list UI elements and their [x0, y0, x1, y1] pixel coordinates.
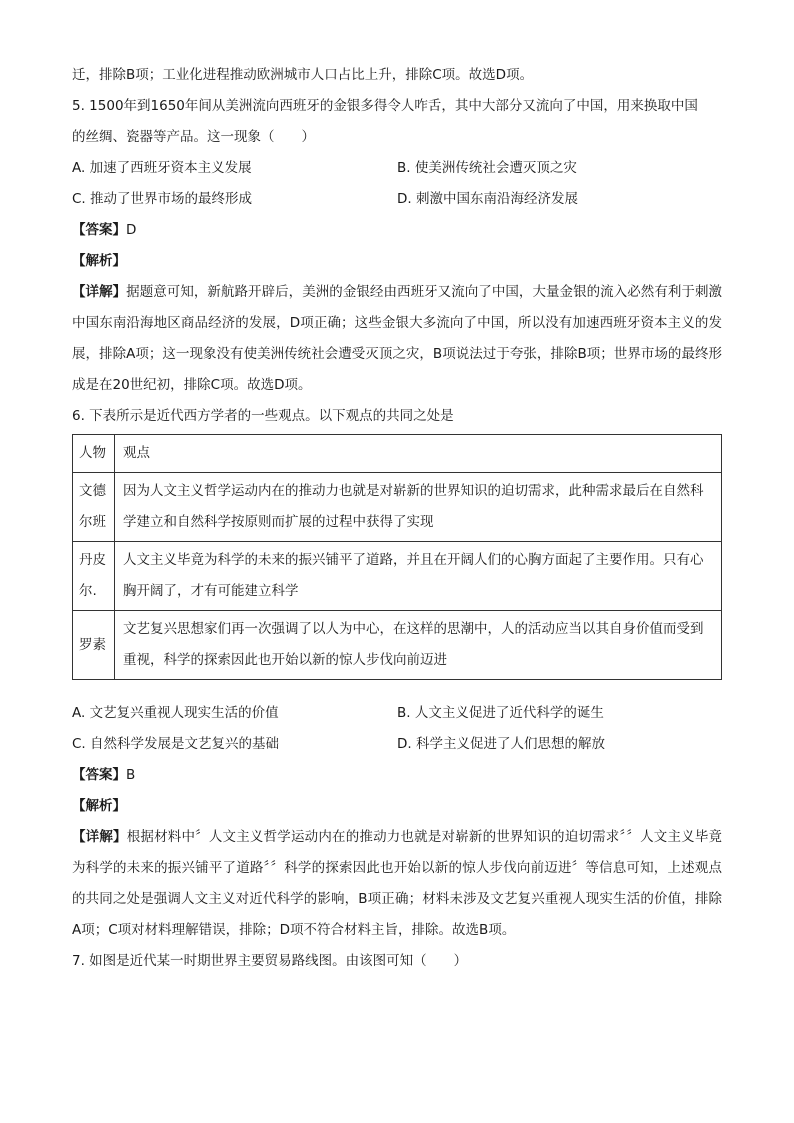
q5-stem-line1: 5. 1500年到1650年间从美洲流向西班牙的金银多得令人咋舌，其中大部分又流向了中国，用来换取中国: [72, 98, 698, 114]
table-cell-view: 文艺复兴思想家们再一次强调了以人为中心，在这样的思潮中，人的活动应当以其自身价值而受到重视，科学的探索因此也开始以新的惊人步伐向前迈进: [115, 611, 722, 680]
document-content: [72, 60, 722, 977]
q7-stem: 7. 如图是近代某一时期世界主要贸易路线图。由该图可知（ ）: [72, 953, 468, 969]
q5-detail-tag: 【详解】: [72, 284, 127, 300]
table-cell-view: 因为人文主义哲学运动内在的推动力也就是对崭新的世界知识的迫切需求，此种需求最后在自然科学建立和自然科学按原则而扩展的过程中获得了实现: [115, 473, 722, 542]
table-row: [73, 542, 722, 611]
question-6: [72, 401, 722, 946]
q6-option-d: D. 科学主义促进了人们思想的解放: [397, 736, 605, 752]
question-5: [72, 91, 722, 401]
q6-answer-value: B: [126, 767, 136, 783]
q6-detail-text: 根据材料中〞人文主义哲学运动内在的推动力也就是对崭新的世界知识的迫切需求〞〞人文主义毕竟为科学的未来的振兴铺平了道路〞〞科学的探索因此也开始以新的惊人步伐向前迈进〞等信息可知，上述观点的共同之处是强调人文主义对近代科学的影响，B项正确；材料未涉及文艺复兴重视人现实生活的价值，排除A项；C项对材料理解错误，排除；D项不符合材料主旨，排除。故选B项。: [72, 829, 723, 938]
q6-options-row1: [72, 698, 722, 729]
q6-detail-tag: 【详解】: [72, 829, 127, 845]
q6-option-c: C. 自然科学发展是文艺复兴的基础: [72, 736, 280, 752]
table-cell-person: 丹皮尔.: [73, 542, 115, 611]
q5-analysis-tag: 【解析】: [72, 253, 126, 269]
table-cell-person: 文德尔班: [73, 473, 115, 542]
q5-answer-value: D: [126, 222, 137, 238]
q6-answer-tag: 【答案】: [72, 767, 126, 783]
q5-option-c: C. 推动了世界市场的最终形成: [72, 191, 253, 207]
q6-analysis-tag: 【解析】: [72, 798, 126, 814]
q6-detail: [72, 822, 722, 946]
q5-stem-line2: 的丝绸、瓷器等产品。这一现象（ ）: [72, 129, 315, 145]
q6-option-b: B. 人文主义促进了近代科学的诞生: [397, 705, 604, 721]
table-header-row: [73, 435, 722, 473]
q6-answer: [72, 760, 722, 791]
table-cell-person: 罗素: [73, 611, 115, 680]
question-7: [72, 946, 722, 977]
q5-option-d: D. 刺激中国东南沿海经济发展: [397, 191, 578, 207]
q6-stem: 6. 下表所示是近代西方学者的一些观点。以下观点的共同之处是: [72, 408, 454, 424]
q6-views-table: [72, 434, 722, 680]
spacer: [72, 680, 722, 698]
q5-answer-tag: 【答案】: [72, 222, 126, 238]
q5-analysis-heading: [72, 246, 722, 277]
q5-option-b: B. 使美洲传统社会遭灭顶之灾: [397, 160, 577, 176]
table-cell-view: 人文主义毕竟为科学的未来的振兴铺平了道路，并且在开阔人们的心胸方面起了主要作用。只有心胸开阔了，才有可能建立科学: [115, 542, 722, 611]
q6-option-a: A. 文艺复兴重视人现实生活的价值: [72, 705, 279, 721]
table-header-person: 人物: [73, 435, 115, 473]
table-row: [73, 473, 722, 542]
q5-option-a: A. 加速了西班牙资本主义发展: [72, 160, 252, 176]
q5-detail-text: 据题意可知，新航路开辟后，美洲的金银经由西班牙又流向了中国，大量金银的流入必然有利于刺激中国东南沿海地区商品经济的发展，D项正确；这些金银大多流向了中国，所以没有加速西班牙资本主义的发展，排除A项；这一现象没有使美洲传统社会遭受灭顶之灾，B项说法过于夸张，排除B项；世界市场的最终形成是在20世纪初，排除C项。故选D项。: [72, 284, 723, 393]
q5-options-row1: [72, 153, 722, 184]
q5-options-row2: [72, 184, 722, 215]
table-row: [73, 611, 722, 680]
q6-analysis-heading: [72, 791, 722, 822]
q5-answer: [72, 215, 722, 246]
q5-detail: [72, 277, 722, 401]
intro-line: 迁，排除B项；工业化进程推动欧洲城市人口占比上升，排除C项。故选D项。: [72, 67, 534, 83]
table-header-view: 观点: [115, 435, 722, 473]
q6-options-row2: [72, 729, 722, 760]
